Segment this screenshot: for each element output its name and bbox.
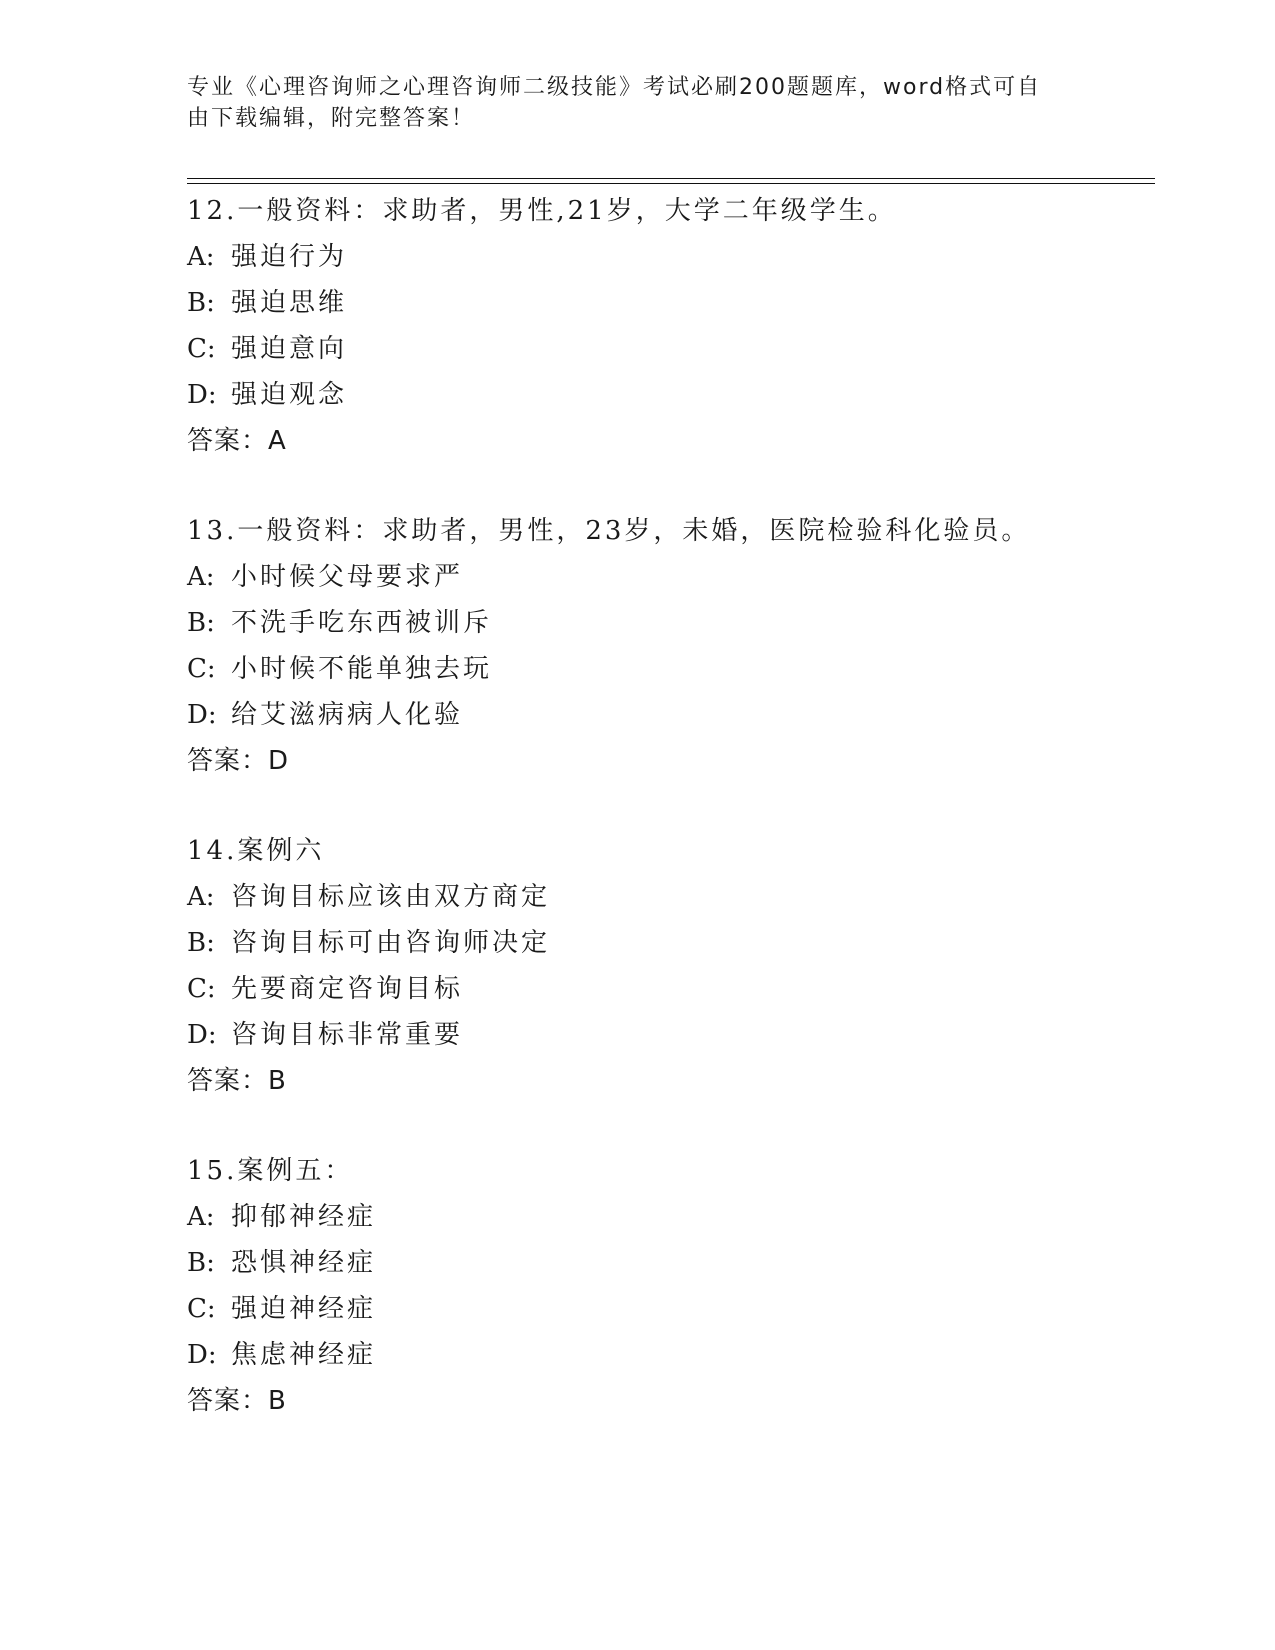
option-b [187, 1240, 1147, 1286]
option-d [187, 1012, 1147, 1058]
option-a [187, 554, 1147, 600]
answer-line: 答案：B [187, 1386, 287, 1416]
option-text: 抑郁神经症 [231, 1202, 377, 1232]
option-letter: D: [187, 380, 217, 410]
option-letter: C: [187, 1294, 216, 1324]
option-text: 不洗手吃东西被训斥 [231, 608, 493, 638]
option-letter: C: [187, 974, 216, 1004]
option-b [187, 280, 1147, 326]
question-15 [187, 1148, 1147, 1424]
option-letter: D: [187, 700, 217, 730]
option-text: 小时候不能单独去玩 [231, 654, 493, 684]
question-title: 13.一般资料：求助者，男性，23岁，未婚，医院检验科化验员。 [187, 516, 1031, 546]
option-c [187, 966, 1147, 1012]
header-line-2: 由下载编辑，附完整答案！ [187, 106, 476, 131]
option-letter: D: [187, 1340, 217, 1370]
option-text: 强迫观念 [231, 380, 348, 410]
document-header [187, 72, 1067, 134]
option-a [187, 1194, 1147, 1240]
option-text: 强迫思维 [231, 288, 348, 318]
option-text: 咨询目标非常重要 [231, 1020, 464, 1050]
option-a [187, 234, 1147, 280]
option-letter: A: [187, 562, 215, 592]
option-letter: B: [187, 1248, 215, 1278]
question-title: 15.案例五： [187, 1156, 354, 1186]
option-text: 咨询目标应该由双方商定 [231, 882, 551, 912]
option-text: 强迫行为 [231, 242, 348, 272]
answer-line: 答案：A [187, 426, 287, 456]
header-divider-bottom [187, 183, 1155, 184]
answer-line: 答案：B [187, 1066, 287, 1096]
option-letter: C: [187, 334, 216, 364]
question-14 [187, 828, 1147, 1104]
option-d [187, 692, 1147, 738]
option-d [187, 1332, 1147, 1378]
header-divider-top [187, 178, 1155, 179]
question-13 [187, 508, 1147, 784]
option-text: 咨询目标可由咨询师决定 [231, 928, 551, 958]
option-letter: B: [187, 928, 215, 958]
option-text: 强迫意向 [231, 334, 348, 364]
option-letter: D: [187, 1020, 217, 1050]
question-12 [187, 188, 1147, 464]
question-title: 14.案例六 [187, 836, 325, 866]
option-d [187, 372, 1147, 418]
option-c [187, 326, 1147, 372]
option-text: 强迫神经症 [231, 1294, 377, 1324]
option-c [187, 1286, 1147, 1332]
option-letter: A: [187, 882, 215, 912]
option-text: 小时候父母要求严 [231, 562, 464, 592]
option-a [187, 874, 1147, 920]
option-letter: A: [187, 1202, 215, 1232]
option-letter: A: [187, 242, 215, 272]
header-line-1: 专业《心理咨询师之心理咨询师二级技能》考试必刷200题题库，word格式可自 [187, 75, 1042, 100]
option-text: 先要商定咨询目标 [231, 974, 464, 1004]
answer-line: 答案：D [187, 746, 290, 776]
option-b [187, 920, 1147, 966]
option-text: 焦虑神经症 [231, 1340, 377, 1370]
option-text: 给艾滋病病人化验 [231, 700, 464, 730]
option-letter: B: [187, 608, 215, 638]
option-b [187, 600, 1147, 646]
option-text: 恐惧神经症 [231, 1248, 377, 1278]
option-letter: C: [187, 654, 216, 684]
option-letter: B: [187, 288, 215, 318]
option-c [187, 646, 1147, 692]
question-title: 12.一般资料：求助者，男性,21岁，大学二年级学生。 [187, 196, 897, 226]
